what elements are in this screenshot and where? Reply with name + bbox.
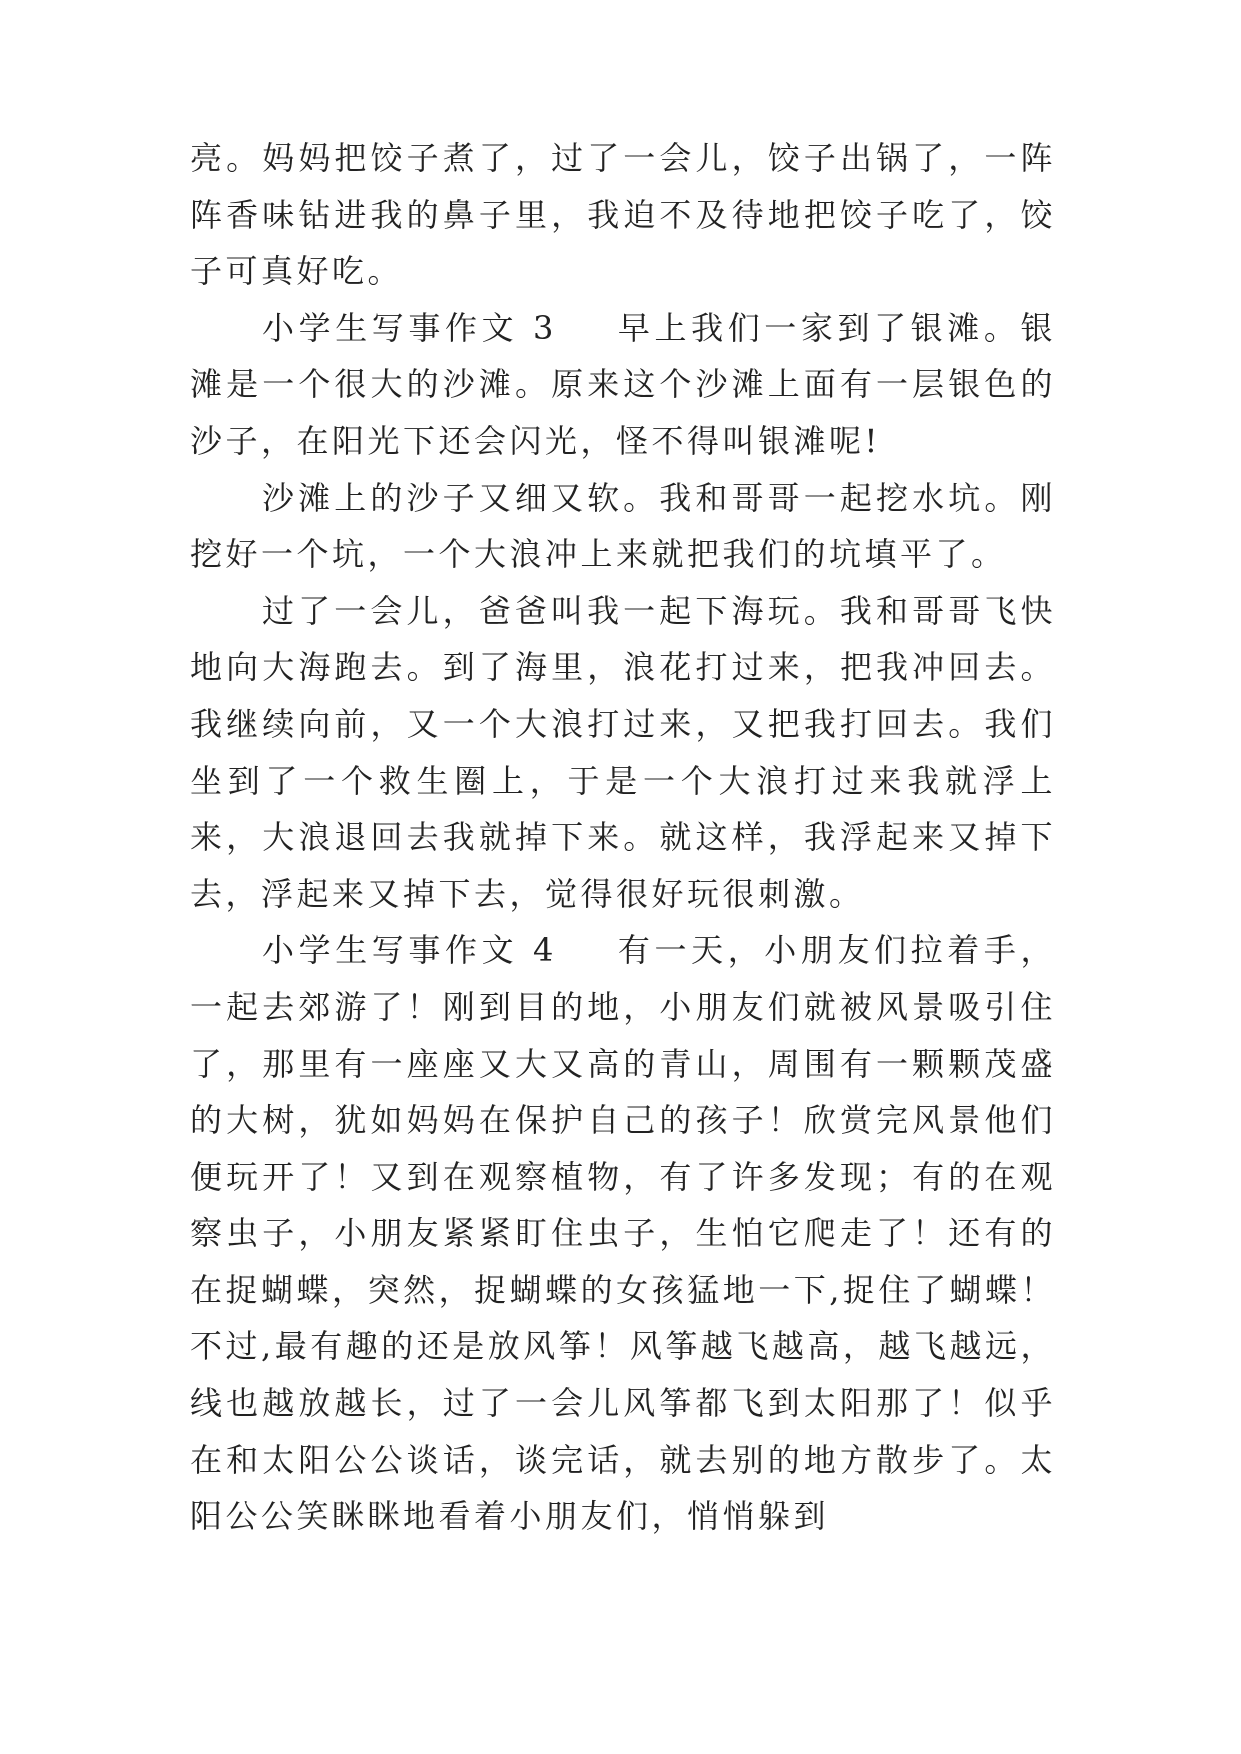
essay-3-heading: 小学生写事作文 3 [262, 308, 557, 347]
essay-4-heading: 小学生写事作文 4 [262, 931, 557, 970]
paragraph-1 [190, 130, 1056, 300]
paragraph-5 [190, 922, 1056, 1545]
paragraph-4-text: 过了一会儿，爸爸叫我一起下海玩。我和哥哥飞快地向大海跑去。到了海里，浪花打过来，把我冲回去。我继续向前，又一个大浪打过来，又把我打回去。我们坐到了一个救生圈上，于是一个大浪打过来我就浮上来，大浪退回去我就掉下来。就这样，我浮起来又掉下去，浮起来又掉下去，觉得很好玩很刺激。 [190, 591, 1056, 913]
paragraph-2 [190, 300, 1056, 470]
paragraph-1-text: 亮。妈妈把饺子煮了，过了一会儿，饺子出锅了，一阵阵香味钻进我的鼻子里，我迫不及待地把饺子吃了，饺子可真好吃。 [190, 139, 1056, 291]
paragraph-2-text: 早上我们一家到了银滩。银滩是一个很大的沙滩。原来这个沙滩上面有一层银色的沙子，在阳光下还会闪光，怪不得叫银滩呢! [190, 308, 1056, 460]
document-body [190, 130, 1056, 1545]
paragraph-4 [190, 583, 1056, 923]
paragraph-5-text: 有一天，小朋友们拉着手，一起去郊游了！刚到目的地，小朋友们就被风景吸引住了，那里有一座座又大又高的青山，周围有一颗颗茂盛的大树，犹如妈妈在保护自己的孩子！欣赏完风景他们便玩开了！又到在观察植物，有了许多发现；有的在观察虫子，小朋友紧紧盯住虫子，生怕它爬走了！还有的在捉蝴蝶，突然，捉蝴蝶的女孩猛地一下,捉住了蝴蝶！不过,最有趣的还是放风筝！风筝越飞越高，越飞越远，线也越放越长，过了一会儿风筝都飞到太阳那了！似乎在和太阳公公谈话，谈完话，就去别的地方散步了。太阳公公笑眯眯地看着小朋友们，悄悄躲到 [190, 931, 1056, 1536]
paragraph-3 [190, 470, 1056, 583]
paragraph-3-text: 沙滩上的沙子又细又软。我和哥哥一起挖水坑。刚挖好一个坑，一个大浪冲上来就把我们的坑填平了。 [190, 478, 1056, 574]
